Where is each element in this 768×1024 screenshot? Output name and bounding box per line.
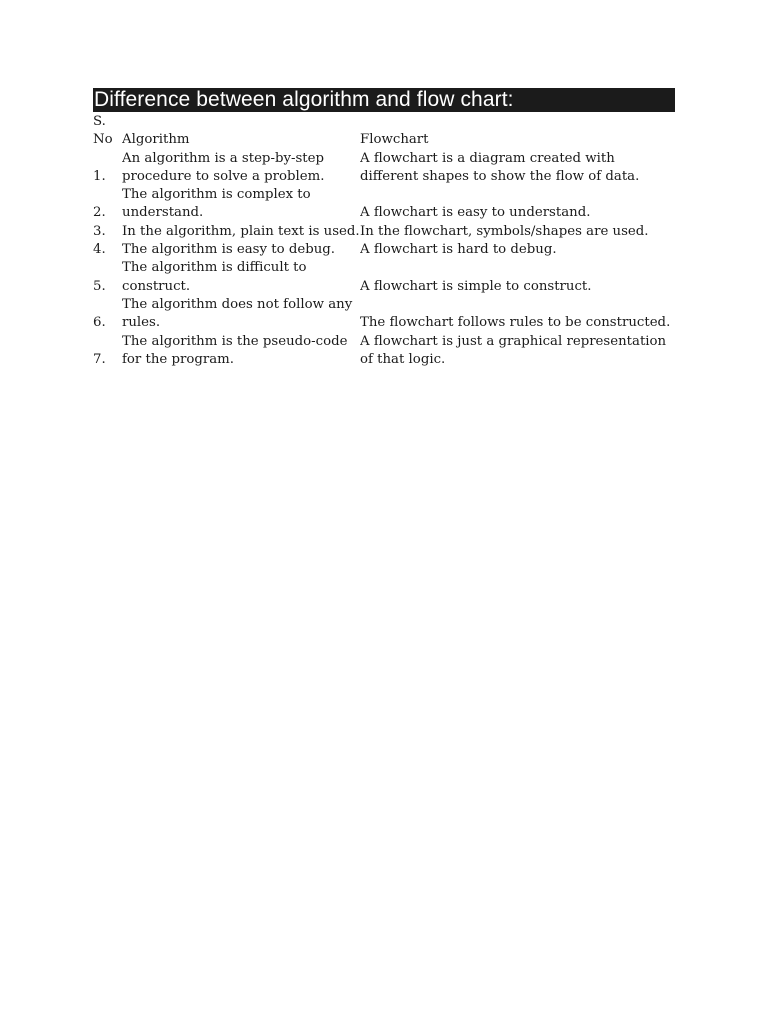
flowchart-cell: A flowchart is just a graphical representation bbox=[360, 333, 667, 349]
algorithm-cell: procedure to solve a problem. bbox=[122, 168, 325, 184]
row-number: 3. bbox=[93, 223, 106, 239]
row-number: 6. bbox=[93, 315, 106, 331]
flowchart-cell: different shapes to show the flow of data. bbox=[360, 168, 640, 184]
algorithm-cell: The algorithm is the pseudo-code bbox=[122, 333, 348, 349]
table-row bbox=[93, 351, 675, 369]
algorithm-cell: construct. bbox=[122, 278, 191, 294]
row-number: 2. bbox=[93, 205, 106, 221]
header-algorithm: Algorithm bbox=[122, 132, 190, 148]
flowchart-cell: A flowchart is a diagram created with bbox=[360, 150, 615, 166]
flowchart-cell: of that logic. bbox=[360, 351, 446, 367]
table-row bbox=[93, 168, 675, 186]
table-row bbox=[93, 296, 675, 314]
table-row bbox=[93, 278, 675, 296]
algorithm-cell: rules. bbox=[122, 315, 161, 331]
row-number: 7. bbox=[93, 351, 106, 367]
algorithm-cell: understand. bbox=[122, 205, 204, 221]
document-title: Difference between algorithm and flow chart: bbox=[94, 88, 514, 111]
comparison-table bbox=[93, 113, 675, 369]
flowchart-cell: A flowchart is hard to debug. bbox=[360, 242, 557, 258]
table-row bbox=[93, 259, 675, 277]
algorithm-cell: The algorithm is complex to bbox=[122, 187, 311, 203]
table-row bbox=[93, 150, 675, 168]
table-row bbox=[93, 204, 675, 222]
algorithm-cell: An algorithm is a step-by-step bbox=[122, 150, 325, 166]
row-number: 1. bbox=[93, 168, 106, 184]
title-bar bbox=[93, 88, 675, 112]
algorithm-cell: The algorithm is difficult to bbox=[122, 260, 307, 276]
algorithm-cell: for the program. bbox=[122, 351, 235, 367]
header-flowchart: Flowchart bbox=[360, 132, 429, 148]
algorithm-cell: The algorithm does not follow any bbox=[122, 296, 353, 312]
table-row bbox=[93, 241, 675, 259]
header-row-top bbox=[93, 113, 675, 131]
flowchart-cell: A flowchart is simple to construct. bbox=[360, 278, 592, 294]
table-row bbox=[93, 333, 675, 351]
flowchart-cell: The flowchart follows rules to be constructed. bbox=[360, 315, 671, 331]
flowchart-cell: In the flowchart, symbols/shapes are used. bbox=[360, 223, 649, 239]
header-sno-line2: No bbox=[93, 132, 113, 148]
table-row bbox=[93, 223, 675, 241]
document-page bbox=[93, 88, 675, 369]
header-sno-line1: S. bbox=[93, 114, 106, 129]
header-row bbox=[93, 131, 675, 149]
row-number: 5. bbox=[93, 278, 106, 294]
table-row bbox=[93, 186, 675, 204]
flowchart-cell: A flowchart is easy to understand. bbox=[360, 205, 591, 221]
table-row bbox=[93, 314, 675, 332]
row-number: 4. bbox=[93, 242, 106, 258]
algorithm-cell: In the algorithm, plain text is used. bbox=[122, 223, 360, 239]
algorithm-cell: The algorithm is easy to debug. bbox=[122, 242, 336, 258]
